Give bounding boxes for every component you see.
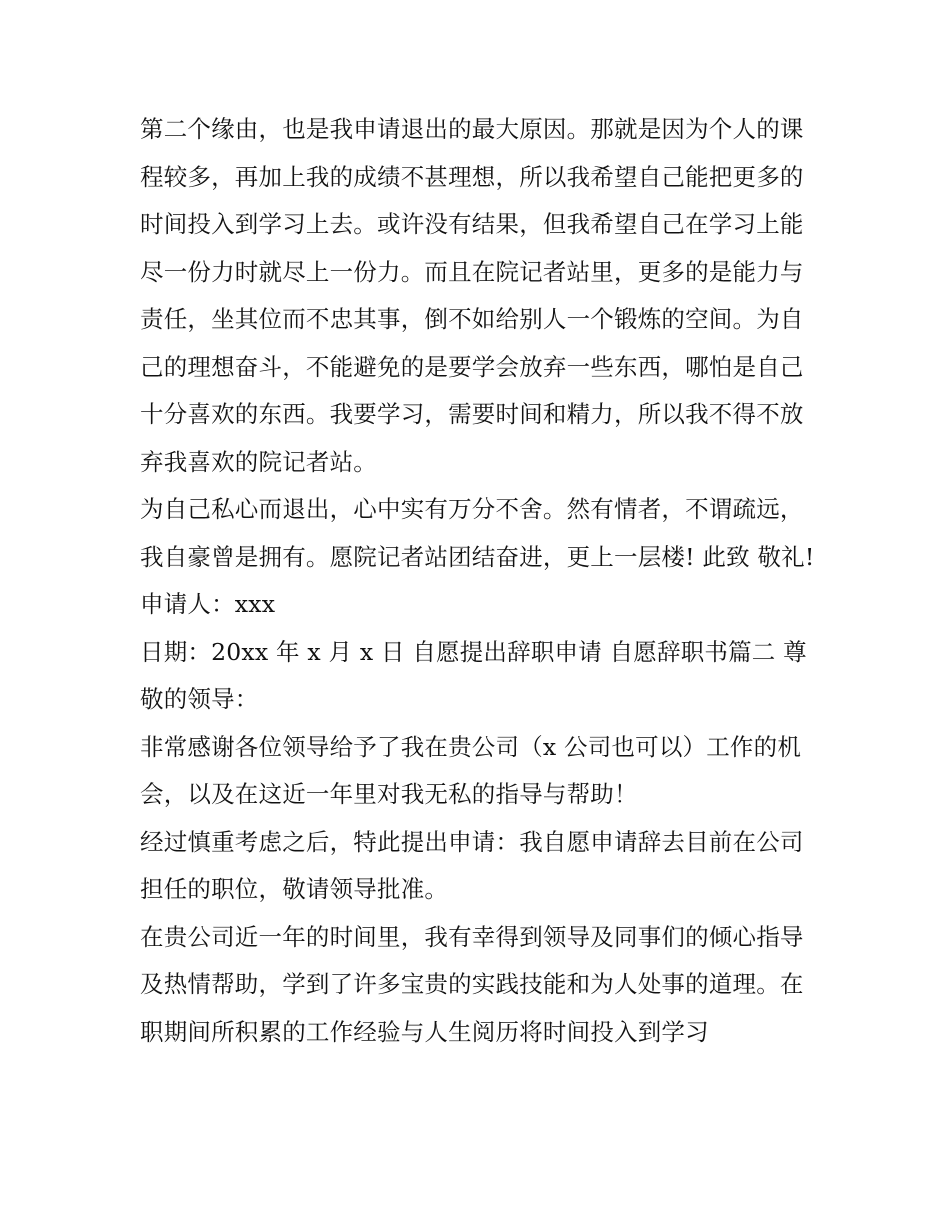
paragraph-date-heading: 日期：20xx 年 x 月 x 日 自愿提出辞职申请 自愿辞职书篇二 尊敬的领导： bbox=[140, 637, 807, 713]
document-body bbox=[140, 106, 820, 1056]
paragraph-request: 经过慎重考虑之后，特此提出申请：我自愿申请辞去目前在公司担任的职位，敬请领导批准。 bbox=[140, 827, 804, 903]
paragraph-thanks: 非常感谢各位领导给予了我在贵公司（x 公司也可以）工作的机会，以及在这近一年里对我无私的指导与帮助！ bbox=[140, 732, 802, 808]
paragraph-farewell: 为自己私心而退出，心中实有万分不舍。然有情者，不谓疏远，我自豪曾是拥有。愿院记者站团结奋进，更上一层楼! 此致 敬礼! 申请人：xxx bbox=[140, 495, 815, 618]
paragraph-experience: 在贵公司近一年的时间里，我有幸得到领导及同事们的倾心指导及热情帮助，学到了许多宝贵的实践技能和为人处事的道理。在职期间所积累的工作经验与人生阅历将时间投入到学习 bbox=[140, 922, 804, 1046]
paragraph-reason: 第二个缘由，也是我申请退出的最大原因。那就是因为个人的课程较多，再加上我的成绩不甚理想，所以我希望自己能把更多的时间投入到学习上去。或许没有结果，但我希望自己在学习上能尽一份力时就尽上一份力。而且在院记者站里，更多的是能力与责任，坐其位而不忠其事，倒不如给别人一个锻炼的空间。为自己的理想奋斗，不能避免的是要学会放弃一些东西，哪怕是自己十分喜欢的东西。我要学习，需要时间和精力，所以我不得不放弃我喜欢的院记者站。 bbox=[140, 115, 804, 476]
